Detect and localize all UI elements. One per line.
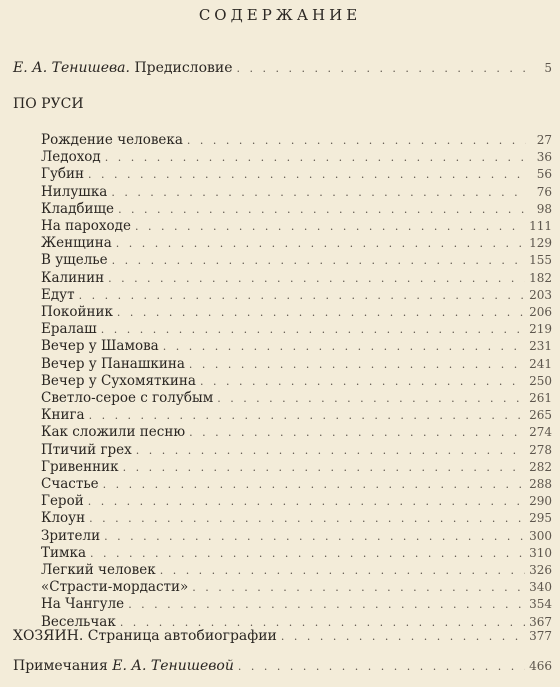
toc-entry xyxy=(41,579,552,596)
dot-leader xyxy=(160,562,525,579)
author-name: Е. А. Тенишева. xyxy=(13,60,130,76)
entry-title: Губин xyxy=(41,166,85,183)
entry-title: На пароходе xyxy=(41,218,131,234)
dot-leader xyxy=(116,235,525,252)
toc-entry xyxy=(41,528,552,545)
dot-leader xyxy=(105,149,526,166)
entry-title: Светло-серое с голубым xyxy=(41,390,214,406)
toc-entry xyxy=(41,459,552,476)
entry-title: Кладбище xyxy=(41,200,115,217)
page-number: 111 xyxy=(529,219,552,233)
toc-entry xyxy=(41,218,552,235)
dot-leader xyxy=(89,407,526,424)
author-name: Е. А. Тенишевой xyxy=(112,658,234,674)
page-number: 278 xyxy=(529,442,552,457)
entry-title: Птичий грех xyxy=(41,441,132,458)
page-number: 354 xyxy=(529,597,552,612)
toc-entry xyxy=(41,407,552,424)
toc-entry xyxy=(41,390,552,407)
toc-entry xyxy=(41,373,552,390)
toc-entry xyxy=(41,201,552,218)
toc-entry-owner xyxy=(13,627,552,645)
toc-entry xyxy=(41,476,552,493)
dot-leader xyxy=(89,510,525,527)
page-number: 300 xyxy=(529,528,552,543)
entry-title: Едут xyxy=(41,286,75,303)
dot-leader xyxy=(189,424,525,441)
page-number: 265 xyxy=(529,408,552,423)
toc-entry xyxy=(41,493,552,510)
dot-leader xyxy=(187,132,526,149)
page-number: 261 xyxy=(529,391,552,405)
page-number: 129 xyxy=(529,236,552,251)
entry-title: Клоун xyxy=(41,510,86,527)
toc-entry xyxy=(41,166,552,183)
dot-leader xyxy=(90,545,525,562)
entry-title: Покойник xyxy=(41,304,113,320)
toc-entry xyxy=(41,235,552,252)
page-number: 310 xyxy=(529,545,552,560)
toc-entry xyxy=(41,287,552,304)
entry-title: Ералаш xyxy=(41,321,97,338)
entry-title: Тимка xyxy=(41,544,86,561)
page-number: 295 xyxy=(529,511,552,526)
entry-title: В ущелье xyxy=(41,252,108,269)
toc-entry xyxy=(41,424,552,441)
page-number: 326 xyxy=(529,563,552,577)
entry-title: Как сложили песню xyxy=(41,424,186,441)
page-number: 206 xyxy=(529,305,552,319)
toc-heading: СОДЕРЖАНИЕ xyxy=(198,6,362,24)
page-number: 466 xyxy=(529,659,552,673)
entry-title: Рождение человека xyxy=(41,132,183,148)
toc-entry-preface xyxy=(13,59,552,77)
dot-leader xyxy=(101,321,525,338)
page-number: 231 xyxy=(529,339,552,354)
entry-title xyxy=(13,59,233,77)
page-number: 377 xyxy=(529,629,552,643)
toc-entry xyxy=(41,321,552,338)
dot-leader xyxy=(108,270,525,287)
entry-title: Калинин xyxy=(41,269,105,286)
entry-title: Зрители xyxy=(41,527,101,544)
page-number: 76 xyxy=(536,184,552,199)
entry-title: Нилушка xyxy=(41,183,108,200)
toc-entry xyxy=(41,149,552,166)
dot-leader xyxy=(88,166,526,183)
toc-entry xyxy=(41,356,552,373)
dot-leader xyxy=(136,442,525,459)
toc-entry xyxy=(41,596,552,613)
entry-title: Герой xyxy=(41,493,84,510)
page-number: 98 xyxy=(536,201,552,216)
entry-title: Вечер у Шамова xyxy=(41,338,159,355)
page-number: 367 xyxy=(529,614,552,629)
toc-entry xyxy=(41,270,552,287)
dot-leader xyxy=(281,628,525,646)
toc-entry-notes xyxy=(13,657,552,675)
entry-title: Счастье xyxy=(41,476,99,492)
page-number: 241 xyxy=(529,356,552,371)
preface-title: Предисловие xyxy=(134,60,233,76)
notes-title: Примечания xyxy=(13,658,108,674)
dot-leader xyxy=(135,218,525,235)
toc-entry xyxy=(41,545,552,562)
toc-entry xyxy=(41,510,552,527)
dot-leader xyxy=(88,493,525,510)
dot-leader xyxy=(238,658,525,676)
dot-leader xyxy=(117,304,525,321)
dot-leader xyxy=(163,338,525,355)
dot-leader xyxy=(111,184,526,201)
toc-entry xyxy=(41,562,552,579)
dot-leader xyxy=(123,459,525,476)
page-number: 282 xyxy=(529,459,552,474)
entry-title: Гривенник xyxy=(41,458,119,475)
page-number: 274 xyxy=(529,425,552,440)
dot-leader xyxy=(237,60,526,78)
entry-title: Ледоход xyxy=(41,149,101,166)
page-number: 27 xyxy=(536,133,552,147)
dot-leader xyxy=(128,596,525,613)
toc-entry xyxy=(41,252,552,269)
entry-title: ХОЗЯИН. Страница автобиографии xyxy=(13,628,277,644)
toc-entry xyxy=(41,132,552,149)
entry-title: Вечер у Панашкина xyxy=(41,355,185,372)
dot-leader xyxy=(118,201,526,218)
entry-title: Вечер у Сухомяткина xyxy=(41,372,196,389)
section-heading: ПО РУСИ xyxy=(13,96,84,112)
entry-title xyxy=(13,657,234,675)
page-number: 288 xyxy=(529,477,552,491)
dot-leader xyxy=(103,476,525,493)
entry-title: На Чангуле xyxy=(41,596,125,613)
dot-leader xyxy=(189,356,525,373)
page-number: 5 xyxy=(544,61,552,75)
page-number: 219 xyxy=(529,322,552,337)
dot-leader xyxy=(112,252,525,269)
entry-title: Женщина xyxy=(41,235,112,252)
toc-entry xyxy=(41,184,552,201)
entry-title: «Страсти-мордасти» xyxy=(41,579,189,596)
page-number: 155 xyxy=(529,253,552,268)
page-number: 203 xyxy=(529,287,552,302)
dot-leader xyxy=(104,528,525,545)
page-number: 36 xyxy=(536,150,552,165)
page-number: 182 xyxy=(529,270,552,285)
toc-entry xyxy=(41,338,552,355)
toc-entry xyxy=(41,442,552,459)
dot-leader xyxy=(79,287,526,304)
dot-leader xyxy=(217,390,525,407)
dot-leader xyxy=(200,373,525,390)
dot-leader xyxy=(192,579,525,596)
page-number: 250 xyxy=(529,373,552,388)
entry-title: Весельчак xyxy=(41,613,116,630)
page-number: 340 xyxy=(529,580,552,595)
toc-entry xyxy=(41,304,552,321)
entry-title: Книга xyxy=(41,407,85,424)
page-number: 290 xyxy=(529,494,552,509)
page-number: 56 xyxy=(536,167,552,182)
entry-title: Легкий человек xyxy=(41,562,156,578)
